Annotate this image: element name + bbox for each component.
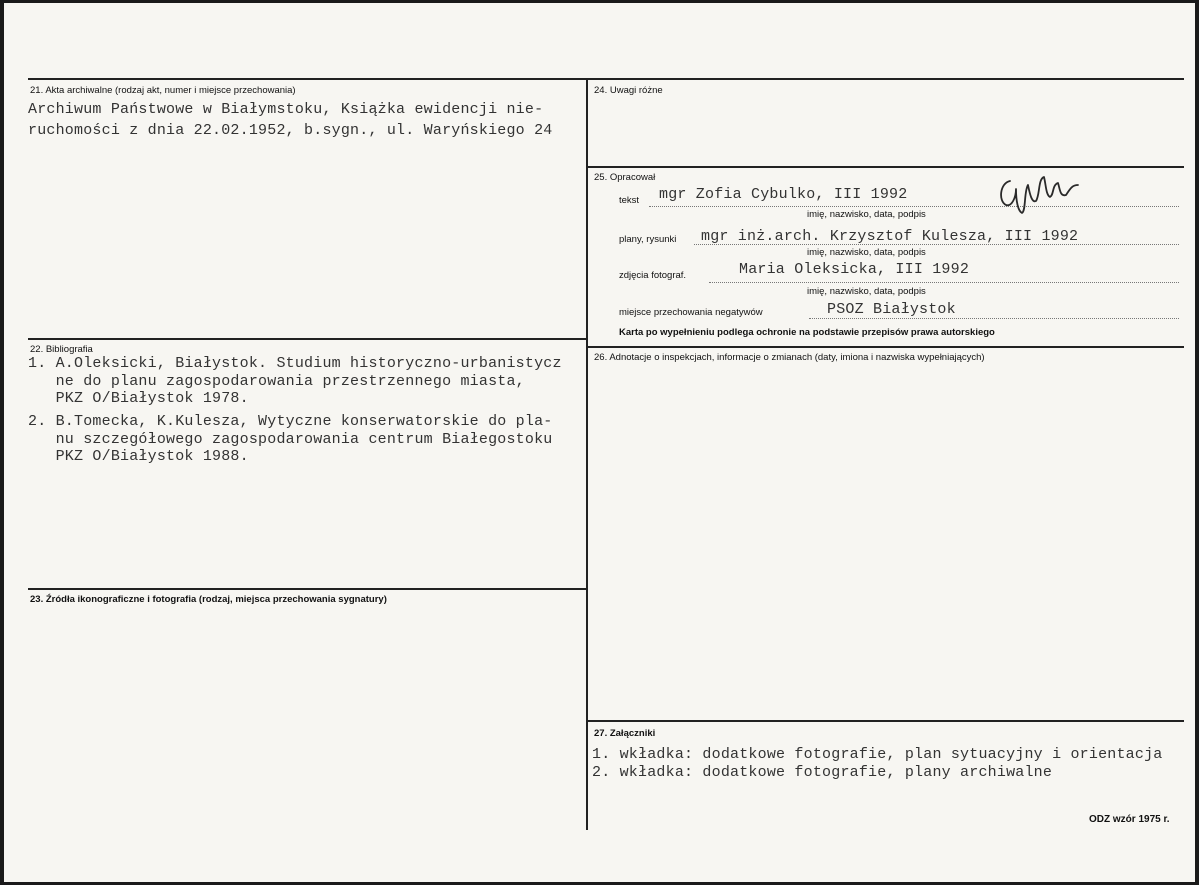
rule-22-top	[28, 338, 588, 340]
section-22-label: 22. Bibliografia	[30, 344, 93, 355]
rule-27-top	[586, 720, 1184, 722]
section-27-label: 27. Załączniki	[594, 728, 656, 739]
section-26-label: 26. Adnotacje o inspekcjach, informacje o zmianach (daty, imiona i nazwiska wypełniających)	[594, 352, 985, 363]
center-divider	[586, 78, 588, 830]
tekst-label: tekst	[619, 195, 640, 206]
section-22-line-6: PKZ O/Białystok 1988.	[28, 448, 249, 465]
section-21-line-2: ruchomości z dnia 22.02.1952, b.sygn., ul. Waryńskiego 24	[28, 122, 553, 139]
top-rule-left	[28, 78, 446, 80]
plany-dotted-line	[694, 244, 1179, 245]
plany-value: mgr inż.arch. Krzysztof Kulesza, III 1992	[701, 228, 1079, 245]
negatywy-value: PSOZ Białystok	[827, 301, 956, 318]
zdjecia-dotted-line	[709, 282, 1179, 283]
tekst-dotted-line	[649, 206, 1179, 207]
section-25-label: 25. Opracował	[594, 172, 656, 183]
signature-image	[996, 171, 1091, 216]
tekst-caption: imię, nazwisko, data, podpis	[807, 209, 926, 220]
section-21-label: 21. Akta archiwalne (rodzaj akt, numer i miejsce przechowania)	[30, 85, 296, 96]
section-22-line-5: nu szczegółowego zagospodarowania centrum Białegostoku	[28, 431, 553, 448]
section-23-label: 23. Źródła ikonograficzne i fotografia (rodzaj, miejsca przechowania sygnatury)	[30, 594, 387, 605]
tekst-value: mgr Zofia Cybulko, III 1992	[659, 186, 908, 203]
negatywy-dotted-line	[809, 318, 1179, 319]
zdjecia-caption: imię, nazwisko, data, podpis	[807, 286, 926, 297]
section-27-line-1: 1. wkładka: dodatkowe fotografie, plan sytuacyjny i orientacja	[592, 746, 1163, 763]
plany-label: plany, rysunki	[619, 234, 677, 245]
plany-caption: imię, nazwisko, data, podpis	[807, 247, 926, 258]
negatywy-label: miejsce przechowania negatywów	[619, 307, 763, 318]
record-card	[4, 3, 1195, 882]
section-27-line-2: 2. wkładka: dodatkowe fotografie, plany archiwalne	[592, 764, 1053, 781]
zdjecia-label: zdjęcia fotograf.	[619, 270, 687, 281]
rule-23-top	[28, 588, 588, 590]
section-22-line-1: 1. A.Oleksicki, Białystok. Studium historyczno-urbanistycz	[28, 355, 562, 372]
zdjecia-value: Maria Oleksicka, III 1992	[739, 261, 970, 278]
rule-25-top	[586, 166, 1184, 168]
rule-26-top	[586, 346, 1184, 348]
copyright-note: Karta po wypełnieniu podlega ochronie na podstawie przepisów prawa autorskiego	[619, 327, 995, 338]
section-22-line-2: ne do planu zagospodarowania przestrzennego miasta,	[28, 373, 525, 390]
section-21-line-1: Archiwum Państwowe w Białymstoku, Książka ewidencji nie-	[28, 101, 544, 118]
section-22-line-4: 2. B.Tomecka, K.Kulesza, Wytyczne konserwatorskie do pla-	[28, 413, 553, 430]
top-rule-right	[444, 78, 1184, 80]
form-footer: ODZ wzór 1975 r.	[1089, 814, 1170, 825]
section-24-label: 24. Uwagi różne	[594, 85, 663, 96]
section-22-line-3: PKZ O/Białystok 1978.	[28, 390, 249, 407]
